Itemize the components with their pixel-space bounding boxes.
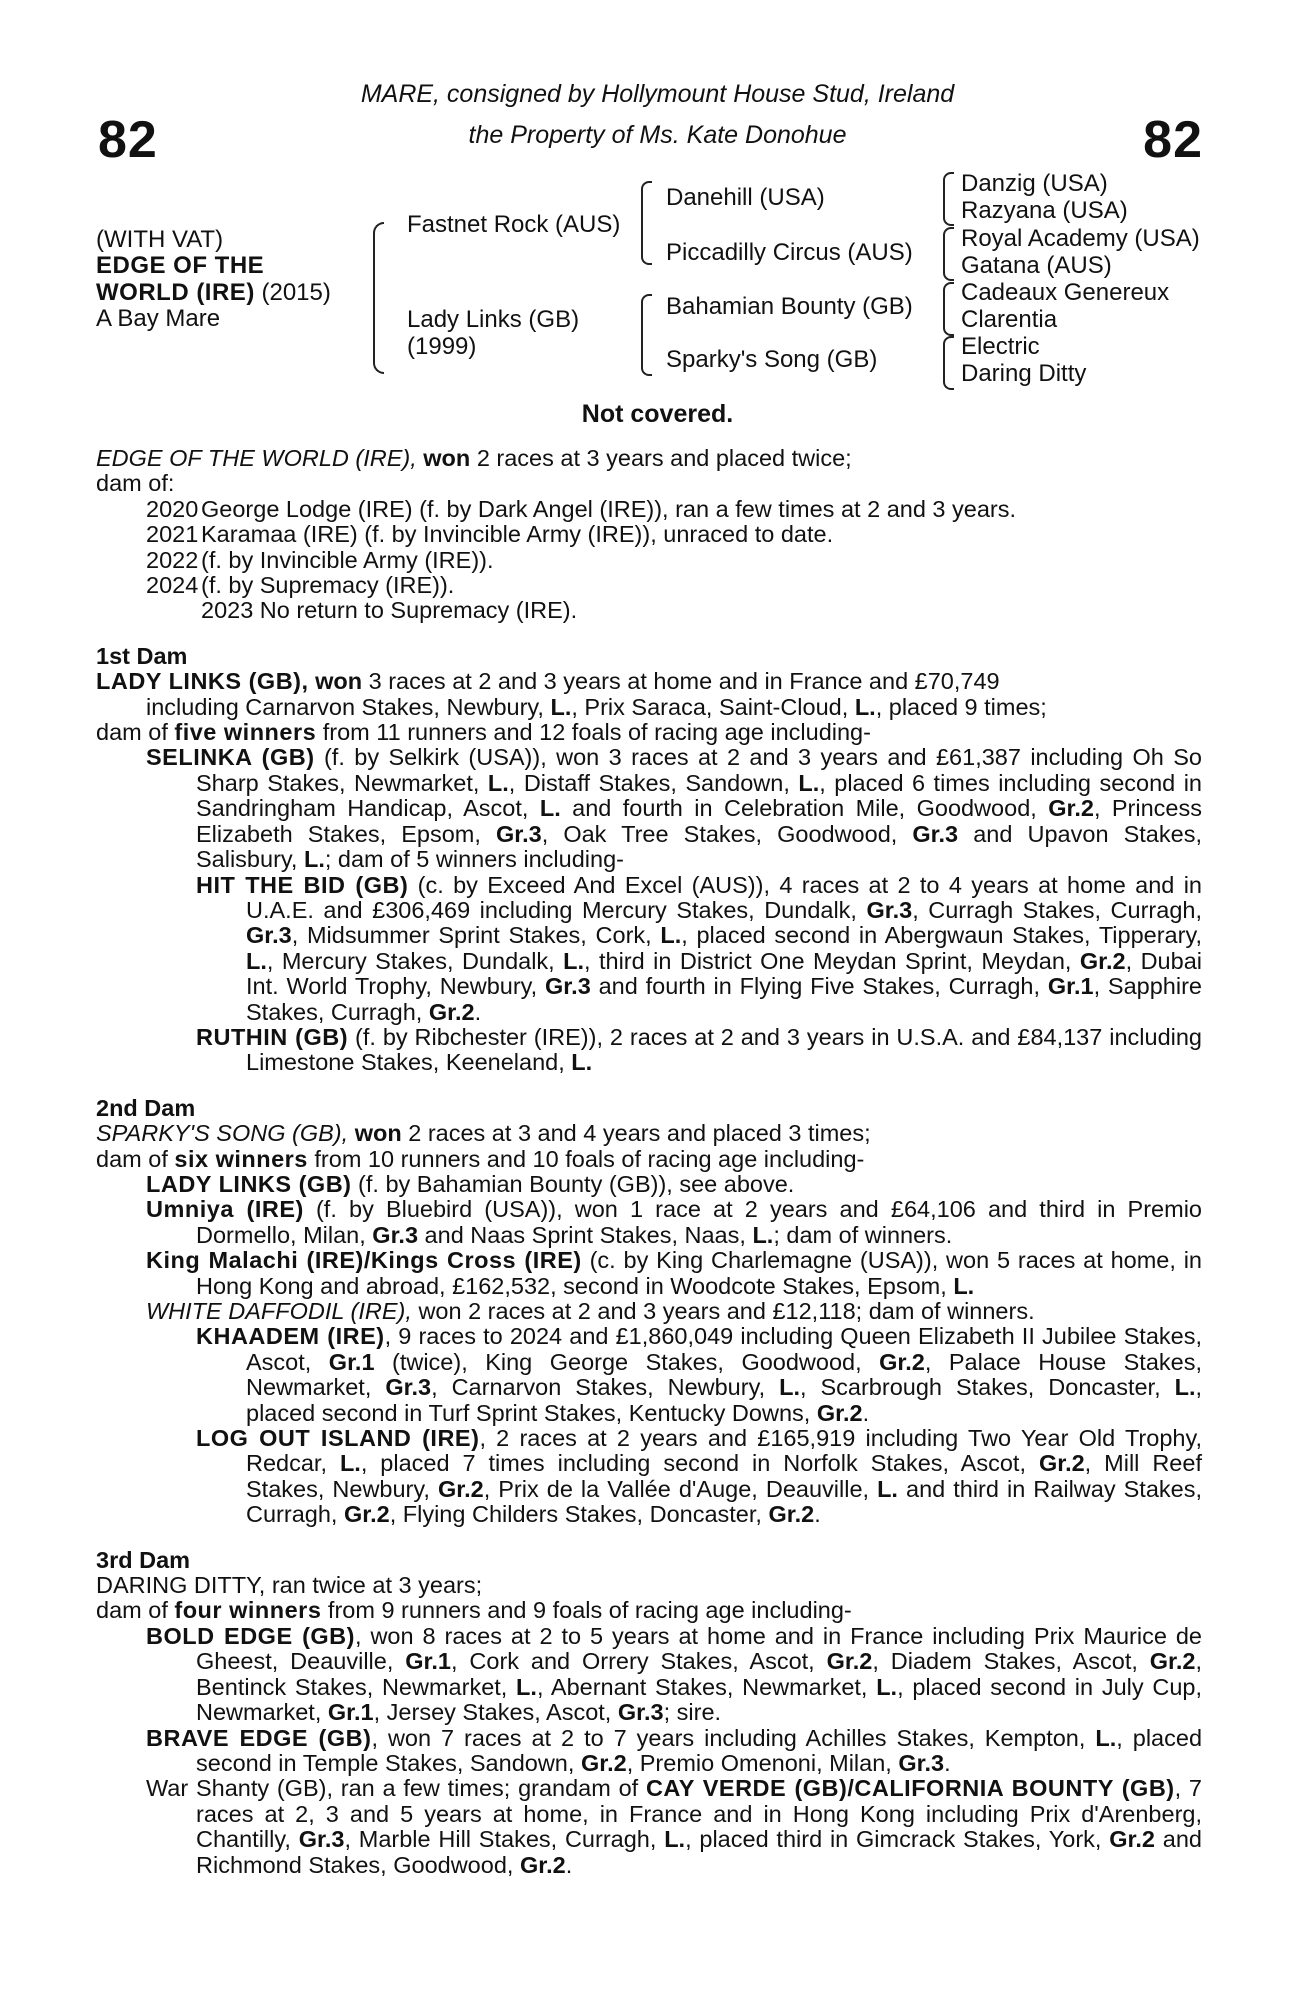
- second-dam-heading: 2nd Dam: [96, 1094, 196, 1121]
- pedigree-brace-sire: [641, 181, 652, 265]
- descendant-entry: KHAADEM (IRE), 9 races to 2024 and £1,860,049 including Queen Elizabeth II Jubilee Stakes, Ascot, Gr.1 (twice), King George Stakes, Goodwood, Gr.2, Palace House Stakes, Newmarket, Gr.3, Carnarvon Stakes, Newbury, L., Scarbrough Stakes, Doncaster, L., placed second in Turf Sprint Stakes, Kentucky Downs, Gr.2.: [196, 1323, 1203, 1426]
- bold-name: CAY VERDE (GB)/CALIFORNIA BOUNTY (GB): [645, 1775, 1175, 1802]
- damof-a: dam of: [96, 1597, 168, 1624]
- race-grade: Gr.2: [768, 1501, 815, 1528]
- second-dam-won: won: [354, 1120, 402, 1147]
- descendant-entry: HIT THE BID (GB) (c. by Exceed And Excel (AUS)), 4 races at 2 to 4 years at home and in U.A.E. and £306,469 including Mercury Stakes, Dundalk, Gr.3, Curragh Stakes, Curragh, Gr.3, Midsummer Sprint Stakes, Cork, L., placed second in Abergwaun Stakes, Tipperary, L., Mercury Stakes, Dundalk, L., third in District One Meydan Sprint, Meydan, Gr.2, Dubai Int. World Trophy, Newbury, Gr.3 and fourth in Flying Five Stakes, Curragh, Gr.1, Sapphire Stakes, Curragh, Gr.2.: [196, 871, 1202, 1025]
- catalogue-body: [96, 446, 1202, 1878]
- owner-line: the Property of Ms. Kate Donohue: [468, 121, 847, 149]
- produce-damof: dam of:: [96, 470, 175, 497]
- race-grade: Gr.2: [428, 998, 475, 1025]
- first-dam-entries: [96, 745, 1202, 1075]
- not-covered-note: Not covered.: [581, 400, 734, 428]
- descendant-entry: SELINKA (GB) (f. by Selkirk (USA)), won 3 races at 2 and 3 years and £61,387 including Oh So Sharp Stakes, Newmarket, L., Distaff Stakes, Sandown, L., placed 6 times including second in Sandringham Handicap, Ascot, L. and fourth in Celebration Mile, Goodwood, Gr.2, Princess Elizabeth Stakes, Epsom, Gr.3, Oak Tree Stakes, Goodwood, Gr.3 and Upavon Stakes, Salisbury, L.; dam of 5 winners including-: [146, 744, 1203, 873]
- descendant-name: SELINKA (GB): [146, 744, 315, 771]
- third-dam-line1: DARING DITTY, ran twice at 3 years;: [96, 1572, 483, 1599]
- race-grade: L.: [953, 1272, 975, 1299]
- race-grade: Gr.2: [826, 1648, 873, 1675]
- horse-year: (2015): [261, 279, 331, 306]
- race-grade: Gr.3: [246, 922, 292, 949]
- race-grade: L.: [571, 1049, 593, 1076]
- damof-a: dam of: [96, 1145, 168, 1172]
- race-grade: L.: [1095, 1724, 1117, 1751]
- race-grade: L.: [539, 795, 561, 822]
- race-grade: L.: [563, 947, 585, 974]
- descendant-name: Umniya (IRE): [146, 1196, 304, 1223]
- race-grade: Gr.3: [385, 1374, 432, 1401]
- produce-text: 2023 No return to Supremacy (IRE).: [201, 597, 578, 624]
- descendant-entry: LADY LINKS (GB) (f. by Bahamian Bounty (GB)), see above.: [146, 1170, 795, 1197]
- listed-mark: L.: [854, 693, 876, 720]
- sire-dam: Piccadilly Circus (AUS): [666, 239, 913, 266]
- race-grade: Gr.3: [545, 973, 591, 1000]
- dam-dam: Sparky's Song (GB): [666, 346, 878, 373]
- race-grade: Gr.2: [1149, 1648, 1196, 1675]
- race-grade: Gr.3: [866, 896, 913, 923]
- damof-b: six winners: [174, 1145, 308, 1172]
- produce-text: (f. by Supremacy (IRE)).: [201, 572, 455, 599]
- race-grade: Gr.3: [298, 1826, 345, 1853]
- first-dam-line2: [96, 695, 1202, 720]
- race-grade: Gr.2: [343, 1501, 390, 1528]
- race-grade: Gr.1: [405, 1648, 451, 1675]
- race-grade: Gr.2: [1048, 795, 1094, 822]
- race-grade: Gr.2: [1038, 1450, 1085, 1477]
- descendant-entry: BRAVE EDGE (GB), won 7 races at 2 to 7 years including Achilles Stakes, Kempton, L., placed second in Temple Stakes, Sandown, Gr.2, Premio Omenoni, Milan, Gr.3.: [146, 1724, 1203, 1776]
- race-grade: Gr.1: [327, 1699, 374, 1726]
- g3-4: Gatana (AUS): [961, 252, 1112, 279]
- g3-2: Razyana (USA): [961, 197, 1128, 224]
- descendant-entry: Umniya (IRE) (f. by Bluebird (USA)), won 1 race at 2 years and £64,106 and third in Premio Dormello, Milan, Gr.3 and Naas Sprint Stakes, Naas, L.; dam of winners.: [146, 1196, 1202, 1248]
- lot-number-left: 82: [98, 111, 158, 169]
- first-dam-text2b: , Prix Saraca, Saint-Cloud,: [571, 693, 849, 720]
- second-dam-name: SPARKY'S SONG (GB),: [96, 1120, 349, 1147]
- race-grade: L.: [487, 769, 509, 796]
- second-dam-text1: 2 races at 3 and 4 years and placed 3 times;: [408, 1120, 871, 1147]
- dam: Lady Links (GB): [407, 306, 580, 333]
- first-dam-text2c: , placed 9 times;: [875, 693, 1047, 720]
- produce-intro-won: won: [423, 445, 471, 471]
- vat-label: (WITH VAT): [96, 226, 224, 253]
- pedigree-brace-dam: [641, 294, 652, 376]
- race-grade: Gr.2: [1109, 1826, 1155, 1853]
- produce-intro-rest: 2 races at 3 years and placed twice;: [476, 445, 852, 471]
- first-dam-damof: [96, 720, 1202, 745]
- damof-c: from 10 runners and 10 foals of racing age including-: [314, 1145, 865, 1172]
- descendant-entry: RUTHIN (GB) (f. by Ribchester (IRE)), 2 races at 2 and 3 years in U.S.A. and £84,137 including Limestone Stakes, Keeneland, L.: [196, 1023, 1202, 1076]
- horse-name-line2: WORLD (IRE): [96, 279, 255, 306]
- descendant-name: BOLD EDGE (GB): [146, 1622, 355, 1649]
- descendant-entry: BOLD EDGE (GB), won 8 races at 2 to 5 years at home and in France including Prix Maurice de Gheest, Deauville, Gr.1, Cork and Orrery Stakes, Ascot, Gr.2, Diadem Stakes, Ascot, Gr.2, Bentinck Stakes, Newmarket, L., Abernant Stakes, Newmarket, L., placed second in July Cup, Newmarket, Gr.1, Jersey Stakes, Ascot, Gr.3; sire.: [146, 1622, 1203, 1726]
- race-grade: L.: [779, 1374, 800, 1401]
- race-grade: Gr.3: [495, 820, 542, 847]
- descendant-name: RUTHIN (GB): [196, 1023, 349, 1050]
- descendant-name: LADY LINKS (GB): [146, 1170, 352, 1197]
- race-grade: Gr.2: [437, 1475, 484, 1502]
- damof-a: dam of: [96, 719, 168, 746]
- race-grade: L.: [877, 1475, 898, 1502]
- race-grade: Gr.3: [912, 820, 959, 847]
- produce-text: Karamaa (IRE) (f. by Invincible Army (IRE)), unraced to date.: [201, 521, 834, 548]
- produce-row: [96, 497, 1202, 522]
- pedigree-brace-g3-3: [943, 282, 954, 336]
- produce-year: 2024: [146, 572, 199, 599]
- produce-intro: [96, 446, 1202, 471]
- sire: Fastnet Rock (AUS): [407, 211, 621, 238]
- race-grade: Gr.2: [1079, 947, 1126, 974]
- race-grade: Gr.2: [879, 1348, 925, 1375]
- horse-name-line1: EDGE OF THE: [96, 252, 265, 279]
- first-dam-line1: [96, 669, 1202, 694]
- g3-6: Clarentia: [961, 306, 1058, 333]
- dam-sire: Bahamian Bounty (GB): [666, 293, 913, 320]
- pedigree-brace-g3-4: [943, 336, 954, 390]
- race-grade: L.: [752, 1221, 774, 1248]
- horse-description: A Bay Mare: [96, 305, 221, 332]
- race-grade: L.: [339, 1450, 361, 1477]
- race-grade: L.: [798, 769, 820, 796]
- produce-year: 2022: [146, 546, 199, 573]
- third-dam-heading: 3rd Dam: [96, 1546, 191, 1573]
- g3-7: Electric: [961, 333, 1040, 360]
- second-dam-damof: [96, 1147, 1202, 1172]
- first-dam-won: won: [315, 668, 363, 695]
- second-dam-entries: [96, 1172, 1202, 1528]
- first-dam-text1: 3 races at 2 and 3 years at home and in France and £70,749: [368, 668, 1000, 695]
- race-grade: Gr.3: [898, 1749, 945, 1776]
- third-dam-entries: [96, 1624, 1202, 1878]
- lot-number-right: 82: [1143, 111, 1203, 169]
- race-grade: Gr.3: [372, 1221, 419, 1248]
- race-grade: Gr.1: [1047, 973, 1094, 1000]
- g3-1: Danzig (USA): [961, 170, 1108, 197]
- g3-5: Cadeaux Genereux: [961, 279, 1170, 306]
- pedigree-brace-main: [373, 222, 384, 374]
- damof-c: from 9 runners and 9 foals of racing age including-: [327, 1597, 852, 1624]
- produce-text: (f. by Invincible Army (IRE)).: [201, 546, 494, 573]
- produce-row: [96, 598, 1202, 623]
- race-grade: L.: [303, 846, 325, 873]
- produce-text: George Lodge (IRE) (f. by Dark Angel (IRE)), ran a few times at 2 and 3 years.: [201, 495, 1017, 522]
- produce-year: 2021: [146, 521, 199, 548]
- race-grade: Gr.3: [617, 1699, 664, 1726]
- second-dam-line1: [96, 1121, 1202, 1146]
- race-grade: Gr.2: [816, 1399, 863, 1426]
- horse-name-line2-wrap: [96, 279, 331, 306]
- race-grade: Gr.2: [580, 1749, 627, 1776]
- race-grade: Gr.1: [328, 1348, 375, 1375]
- dam-year: (1999): [407, 333, 477, 360]
- produce-year: 2020: [146, 495, 199, 522]
- descendant-name: LOG OUT ISLAND (IRE): [196, 1425, 480, 1452]
- race-grade: L.: [660, 922, 682, 949]
- descendant-entry: King Malachi (IRE)/Kings Cross (IRE) (c. by King Charlemagne (USA)), won 5 races at home, in Hong Kong and abroad, £162,532, second in Woodcote Stakes, Epsom, L.: [146, 1247, 1203, 1299]
- third-dam-damof: [96, 1598, 1202, 1623]
- descendant-entry: War Shanty (GB), ran a few times; grandam of CAY VERDE (GB)/CALIFORNIA BOUNTY (GB), 7 races at 2, 3 and 5 years at home, in France and in Hong Kong including Prix d'Arenberg, Chantilly, Gr.3, Marble Hill Stakes, Curragh, L., placed third in Gimcrack Stakes, York, Gr.2 and Richmond Stakes, Goodwood, Gr.2.: [146, 1775, 1202, 1878]
- race-grade: L.: [1174, 1374, 1196, 1401]
- descendant-name: BRAVE EDGE (GB): [146, 1724, 372, 1751]
- listed-mark: L.: [550, 693, 572, 720]
- first-dam-heading: 1st Dam: [96, 642, 188, 669]
- first-dam-name: LADY LINKS (GB),: [96, 668, 309, 695]
- race-grade: L.: [246, 947, 267, 974]
- produce-row: [96, 548, 1202, 573]
- sire-sire: Danehill (USA): [666, 184, 825, 211]
- race-grade: L.: [516, 1673, 537, 1700]
- g3-3: Royal Academy (USA): [961, 225, 1200, 252]
- damof-b: four winners: [174, 1597, 322, 1624]
- descendant-name: KHAADEM (IRE): [196, 1323, 385, 1350]
- descendant-entry: WHITE DAFFODIL (IRE), won 2 races at 2 and 3 years and £12,118; dam of winners.: [146, 1298, 1035, 1324]
- pedigree-brace-g3-1: [943, 172, 954, 226]
- damof-c: from 11 runners and 12 foals of racing age including-: [322, 719, 871, 746]
- produce-row: [96, 522, 1202, 547]
- race-grade: L.: [876, 1673, 898, 1700]
- consignor-line: MARE, consigned by Hollymount House Stud, Ireland: [360, 80, 955, 108]
- descendant-entry: LOG OUT ISLAND (IRE), 2 races at 2 years and £165,919 including Two Year Old Trophy, Redcar, L., placed 7 times including second in Norfolk Stakes, Ascot, Gr.2, Mill Reef Stakes, Newbury, Gr.2, Prix de la Vallée d'Auge, Deauville, L. and third in Railway Stakes, Curragh, Gr.2, Flying Childers Stakes, Doncaster, Gr.2.: [196, 1425, 1202, 1528]
- first-dam-text2a: including Carnarvon Stakes, Newbury,: [146, 693, 544, 720]
- descendant-name: HIT THE BID (GB): [196, 871, 409, 898]
- race-grade: L.: [664, 1826, 686, 1853]
- descendant-name: King Malachi (IRE)/Kings Cross (IRE): [146, 1247, 582, 1274]
- g3-8: Daring Ditty: [961, 360, 1087, 387]
- pedigree-brace-g3-2: [943, 227, 954, 281]
- damof-b: five winners: [174, 719, 317, 746]
- descendant-name: WHITE DAFFODIL (IRE),: [146, 1298, 412, 1324]
- race-grade: Gr.2: [519, 1851, 566, 1878]
- produce-row: [96, 573, 1202, 598]
- produce-intro-name: EDGE OF THE WORLD (IRE),: [96, 445, 417, 471]
